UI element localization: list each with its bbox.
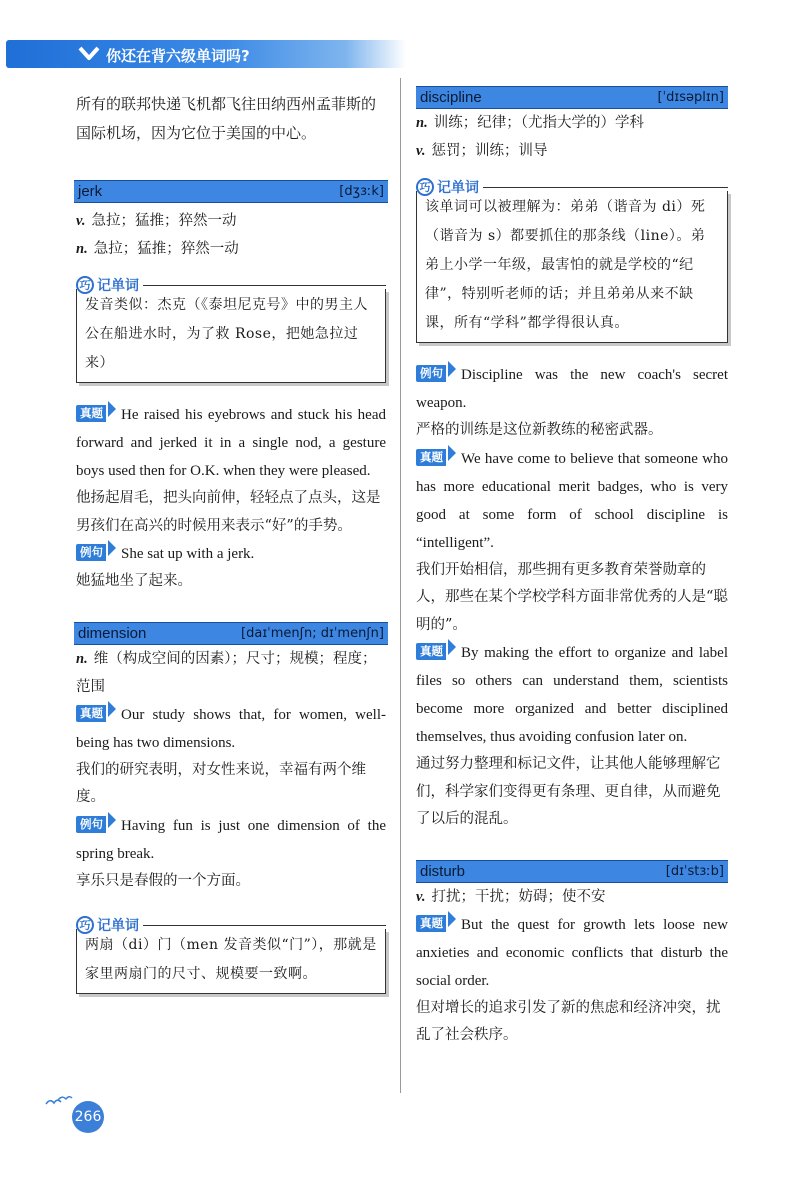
memo-icon: 巧 <box>416 178 434 196</box>
headword: jerk <box>78 183 103 200</box>
left-column <box>76 90 386 994</box>
headword: dimension <box>78 624 147 642</box>
entry-header-disturb <box>416 860 728 883</box>
column-divider <box>400 78 401 1093</box>
example-cn: 他扬起眉毛，把头向前伸，轻轻点了点头，这是男孩们在高兴的时候用来表示“好”的手势。 <box>76 490 381 534</box>
example-cn: 我们的研究表明，对女性来说，幸福有两个维度。 <box>76 761 366 805</box>
example-en: 真题 But the quest for growth lets loose new anxieties and economic conflicts that disturb the social order. <box>416 911 728 995</box>
entry-header-discipline <box>416 86 728 109</box>
entry-header-dimension <box>74 622 388 645</box>
memo-box: 两扇（di）门（men 发音类似“门”），那就是家里两扇门的尺寸、规模要一致啊。 <box>76 929 386 994</box>
example-en: 真题 He raised his eyebrows and stuck his head forward and jerked it in a single nod, a gesture boys used then for O.K. when they were pleased. <box>76 401 386 485</box>
right-column <box>416 86 728 1050</box>
definition: n. 急拉；猛推；猝然一动 <box>76 241 239 257</box>
example-cn: 她猛地坐了起来。 <box>76 573 192 589</box>
example-cn: 通过努力整理和标记文件，让其他人能够理解它们，科学家们变得更有条理、更自律，从而避免了以后的混乱。 <box>416 756 721 827</box>
example-en: 真题 Our study shows that, for women, well-being has two dimensions. <box>76 701 386 757</box>
phonetic: [daɪˈmenʃn; dɪˈmenʃn] <box>241 625 384 641</box>
birds-decoration-icon <box>44 1092 74 1108</box>
example-en: 例句 She sat up with a jerk. <box>76 540 386 568</box>
headword: discipline <box>420 89 482 106</box>
phonetic: [dʒɜːk] <box>339 184 384 199</box>
memo-icon: 巧 <box>76 916 94 934</box>
memo-box: 发音类似：杰克（《泰坦尼克号》中的男主人公在船进水时，为了救 Rose，把她急拉过来） <box>76 289 386 383</box>
definition: v. 打扰；干扰；妨碍；使不安 <box>416 888 606 905</box>
memo-box: 该单词可以被理解为：弟弟（谐音为 di）死（谐音为 s）都要抓住的那条线（line）。弟弟上小学一年级，最害怕的就是学校的“纪律”，特别听老师的话；并且弟弟从来不缺课，所有“学科”都学得很认真。 <box>416 191 728 343</box>
example-en: 例句 Discipline was the new coach's secret weapon. <box>416 361 728 417</box>
intro-text: 所有的联邦快递飞机都飞往田纳西州孟菲斯的国际机场，因为它位于美国的中心。 <box>76 95 377 142</box>
definition: n. 训练；纪律；（尤指大学的）学科 <box>416 115 644 131</box>
example-cn: 但对增长的追求引发了新的焦虑和经济冲突，扰乱了社会秩序。 <box>416 999 721 1043</box>
entry-header-jerk <box>74 180 388 203</box>
definition: n. 维（构成空间的因素）；尺寸；规模；程度；范围 <box>76 650 377 695</box>
page-number: 266 <box>72 1101 104 1133</box>
memo-icon: 巧 <box>76 276 94 294</box>
memo-header: 巧 记单词 <box>416 175 728 199</box>
example-cn: 享乐只是春假的一个方面。 <box>76 872 250 889</box>
example-en: 真题 We have come to believe that someone who has more educational merit badges, who is very good at some form of school discipline is “intelligent”. <box>416 445 728 557</box>
phonetic: [dɪˈstɜːb] <box>665 863 724 879</box>
example-en: 例句 Having fun is just one dimension of the spring break. <box>76 812 386 868</box>
chevron-down-icon <box>78 44 100 64</box>
example-en: 真题 By making the effort to organize and label files so others can understand them, scientists become more organized and better disciplined themselves, thus avoiding confusion later on. <box>416 639 728 751</box>
example-cn: 我们开始相信，那些拥有更多教育荣誉勋章的人，那些在某个学校学科方面非常优秀的人是“聪明的”。 <box>416 561 728 633</box>
example-cn: 严格的训练是这位新教练的秘密武器。 <box>416 422 663 438</box>
phonetic: [ˈdɪsəplɪn] <box>657 90 724 105</box>
definition: v. 急拉；猛推；猝然一动 <box>76 213 237 229</box>
headword: disturb <box>420 862 466 880</box>
memo-header: 巧 记单词 <box>76 273 386 297</box>
header-title: 你还在背六级单词吗? <box>106 47 250 65</box>
memo-header: 巧 记单词 <box>76 913 386 937</box>
definition: v. 惩罚；训练；训导 <box>416 143 548 159</box>
